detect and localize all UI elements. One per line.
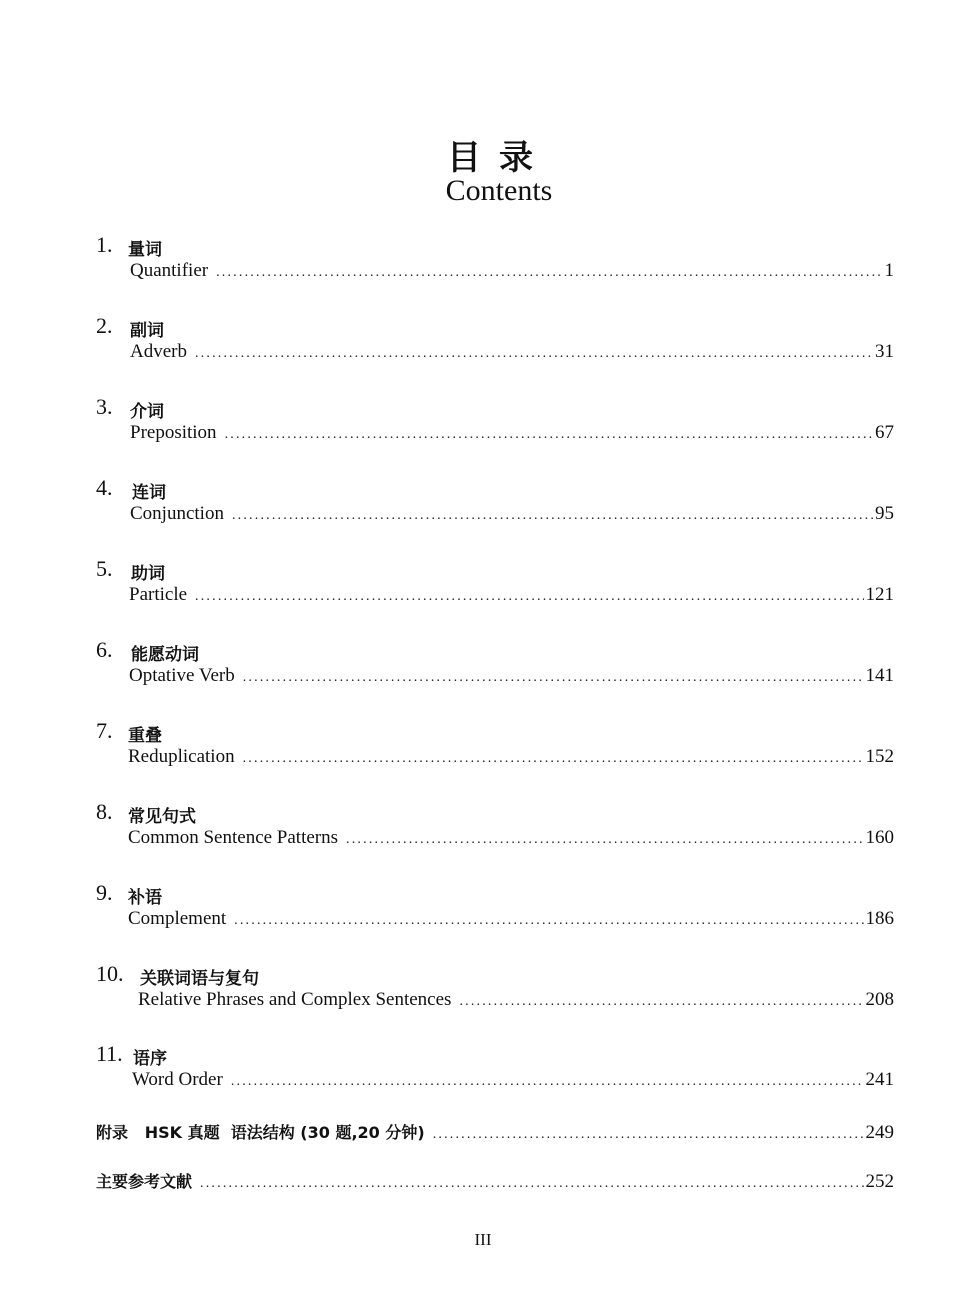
entry-number: 4. (96, 475, 113, 500)
entry-title-cn: 重叠 (128, 726, 162, 746)
entry-number: 9. (96, 880, 113, 905)
page-number: 95 (875, 503, 894, 524)
entry-number: 3. (96, 394, 113, 419)
entry-number: 2. (96, 313, 113, 338)
entry-title-cn: 量词 (128, 240, 162, 260)
page-number: 121 (865, 584, 894, 605)
page-number: 31 (875, 341, 894, 362)
page-number: 1 (884, 260, 894, 281)
entry-title-cn: 副词 (130, 321, 164, 341)
entry-title-cn: 能愿动词 (131, 645, 199, 665)
entry-title-en: Reduplication (128, 746, 235, 767)
dot-leader (234, 913, 863, 929)
appendix-title: 附录 HSK 真题 语法结构 (30 题,20 分钟) (96, 1123, 425, 1142)
page-number: 152 (865, 746, 894, 767)
page-number: 186 (865, 908, 894, 929)
dot-leader (231, 1074, 864, 1090)
entry-title-en: Adverb (130, 341, 187, 362)
entry-number: 7. (96, 718, 113, 743)
dot-leader (195, 346, 873, 362)
page-number: 249 (865, 1122, 894, 1143)
dot-leader (243, 670, 864, 686)
entry-number: 8. (96, 799, 113, 824)
entry-number: 10. (96, 961, 124, 986)
entry-title-cn: 补语 (128, 888, 162, 908)
entry-title-en: Quantifier (130, 260, 209, 281)
entry-title-cn: 语序 (133, 1049, 167, 1069)
entry-number: 5. (96, 556, 113, 581)
toc-references[interactable] (96, 1169, 894, 1193)
dot-leader (225, 427, 873, 443)
entry-title-en: Word Order (132, 1069, 223, 1090)
dot-leader (232, 508, 873, 524)
page-number: 160 (865, 827, 894, 848)
entry-title-cn: 常见句式 (128, 807, 196, 827)
dot-leader (433, 1127, 864, 1143)
entry-number: 6. (96, 637, 113, 662)
entry-title-en: Preposition (130, 422, 217, 443)
entry-title-en: Particle (129, 584, 188, 605)
entry-title-en: Optative Verb (129, 665, 235, 686)
dot-leader (195, 589, 863, 605)
page-number: 141 (865, 665, 894, 686)
page-title-chinese: 目录 (447, 138, 551, 178)
entry-title-en: Relative Phrases and Complex Sentences (138, 989, 452, 1010)
page-number: 241 (865, 1069, 894, 1090)
dot-leader (216, 265, 882, 281)
dot-leader (459, 994, 863, 1010)
entry-title-en: Common Sentence Patterns (128, 827, 339, 848)
dot-leader (346, 832, 863, 848)
entry-number: 1. (96, 232, 113, 257)
entry-title-cn: 介词 (130, 402, 164, 422)
page-title-english: Contents (445, 174, 553, 207)
toc-appendix[interactable] (96, 1120, 894, 1144)
page-number: 208 (865, 989, 894, 1010)
dot-leader (243, 751, 864, 767)
entry-number: 11. (96, 1041, 123, 1066)
folio-page-number: III (474, 1230, 492, 1249)
entry-title-cn: 助词 (131, 564, 165, 584)
entry-title-en: Conjunction (130, 503, 224, 524)
page-number: 252 (865, 1171, 894, 1192)
entry-title-en: Complement (128, 908, 227, 929)
references-title: 主要参考文献 (96, 1172, 193, 1191)
entry-title-cn: 连词 (132, 483, 166, 503)
dot-leader (200, 1176, 863, 1192)
entry-title-cn: 关联词语与复句 (140, 969, 259, 989)
page-number: 67 (875, 422, 894, 443)
